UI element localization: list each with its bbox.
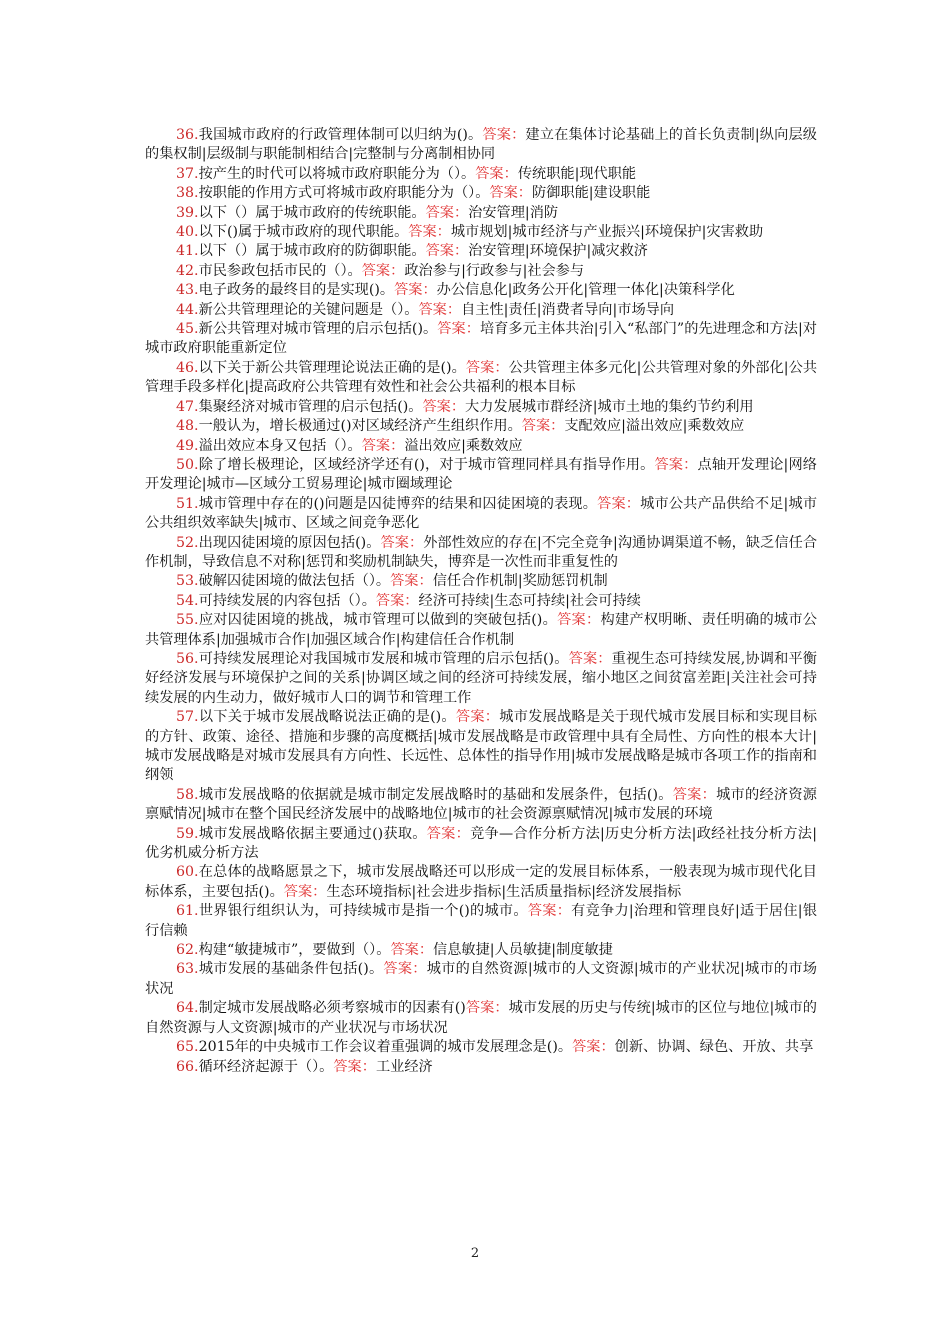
answer-label: 答案：	[408, 224, 451, 241]
question-item	[145, 456, 817, 495]
question-text: 在总体的战略愿景之下，城市发展战略还可以形成一定的发展目标体系，一般表现为城市现代化目标体系，主要包括()。	[145, 864, 817, 900]
question-text: 市民参政包括市民的（）。	[198, 262, 362, 279]
answer-label: 答案：	[418, 301, 462, 318]
answer-label: 答案：	[527, 903, 572, 920]
question-number: 53.	[176, 573, 199, 590]
question-item	[145, 204, 817, 223]
answer-text: 自主性|责任|消费者导向|市场导向	[461, 301, 675, 318]
answer-label: 答案：	[380, 534, 424, 551]
question-item	[145, 262, 817, 281]
answer-label: 答案：	[475, 165, 518, 182]
question-text: 按职能的作用方式可将城市政府职能分为（）。	[198, 185, 490, 202]
question-item	[145, 184, 817, 203]
question-number: 52.	[176, 534, 199, 551]
question-text: 城市发展的基础条件包括()。	[198, 961, 384, 978]
question-number: 60.	[176, 864, 199, 881]
answer-text: 生态环境指标|社会进步指标|生活质量指标|经济发展指标	[326, 883, 682, 900]
question-item	[145, 417, 817, 436]
answer-text: 外部性效应的存在|不完全竞争|沟通协调渠道不畅，缺乏信任合作机制，导致信息不对称|惩罚和奖励机制缺失，博弈是一次性而非重复性的	[145, 534, 818, 570]
answer-text: 大力发展城市群经济|城市土地的集约节约利用	[465, 398, 754, 415]
question-number: 36.	[176, 127, 199, 143]
answer-label: 答案：	[283, 883, 327, 900]
question-text: 破解囚徒困境的做法包括（）。	[198, 573, 391, 590]
question-item	[145, 359, 817, 398]
answer-text: 创新、协调、绿色、开放、共享	[614, 1039, 814, 1056]
question-text: 城市发展战略的依据就是城市制定发展战略时的基础和发展条件，包括()。	[198, 786, 673, 803]
question-text: 应对囚徒困境的挑战，城市管理可以做到的突破包括()。	[198, 612, 558, 629]
answer-label: 答案：	[654, 456, 698, 473]
answer-label: 答案：	[455, 709, 500, 726]
question-text: 按产生的时代可以将城市政府职能分为（）。	[198, 165, 476, 182]
answer-label: 答案：	[361, 262, 405, 279]
question-item	[145, 398, 817, 417]
question-item	[145, 825, 817, 864]
question-text: 循环经济起源于（）。	[198, 1058, 334, 1075]
question-number: 50.	[176, 456, 199, 473]
question-number: 66.	[176, 1058, 199, 1075]
question-text: 除了增长极理论，区域经济学还有()，对于城市管理同样具有指导作用。	[198, 456, 655, 473]
question-number: 43.	[176, 282, 199, 299]
question-item	[145, 650, 817, 708]
question-item	[145, 1058, 817, 1077]
question-text: 城市管理中存在的()问题是囚徒博弈的结果和囚徒困境的表现。	[198, 495, 598, 512]
answer-text: 防御职能|建设职能	[532, 185, 651, 202]
answer-text: 治安管理|消防	[468, 204, 559, 221]
answer-text: 点轴开发理论|网络开发理论|城市—区域分工贸易理论|城市圈域理论	[145, 456, 817, 493]
question-number: 40.	[176, 224, 199, 241]
question-text: 可持续发展理论对我国城市发展和城市管理的启示包括()。	[198, 650, 569, 667]
answer-text: 建立在集体讨论基础上的首长负责制|纵向层级的集权制|层级制与职能制相结合|完整制与分离制相协同	[145, 127, 817, 163]
question-text: 以下（）属于城市政府的防御职能。	[198, 243, 426, 260]
answer-label: 答案：	[426, 825, 471, 842]
question-number: 44.	[176, 301, 199, 318]
question-text: 构建“敏捷城市”，要做到（）。	[198, 942, 391, 959]
question-item	[145, 960, 817, 999]
question-number: 55.	[176, 612, 199, 629]
question-number: 61.	[176, 903, 199, 920]
answer-label: 答案：	[390, 942, 434, 959]
question-text: 溢出效应本身又包括（）。	[198, 437, 362, 454]
question-item	[145, 126, 817, 165]
answer-text: 办公信息化|政务公开化|管理一体化|决策科学化	[436, 282, 735, 299]
answer-text: 有竞争力|治理和管理良好|适于居住|银行信赖	[145, 903, 818, 939]
answer-text: 培育多元主体共治|引入“私部门”的先进理念和方法|对城市政府职能重新定位	[145, 321, 817, 357]
question-number: 57.	[176, 709, 199, 726]
answer-label: 答案：	[375, 592, 419, 609]
question-list	[145, 126, 817, 1077]
question-number: 45.	[176, 321, 199, 338]
question-item	[145, 611, 817, 650]
question-number: 63.	[176, 961, 199, 978]
question-text: 我国城市政府的行政管理体制可以归纳为()。	[198, 127, 483, 143]
page-number: 2	[470, 1246, 480, 1261]
answer-text: 工业经济	[375, 1058, 433, 1075]
question-item	[145, 437, 817, 456]
answer-text: 城市的经济资源禀赋情况|城市在整个国民经济发展中的战略地位|城市的社会资源禀赋情况|城市发展的环境	[145, 786, 817, 823]
answer-label: 答案：	[521, 418, 565, 435]
answer-label: 答案：	[333, 1058, 376, 1075]
question-text: 出现囚徒困境的原因包括()。	[198, 534, 381, 551]
question-text: 电子政务的最终目的是实现()。	[198, 282, 395, 299]
question-item	[145, 999, 817, 1038]
question-number: 54.	[176, 592, 199, 609]
answer-label: 答案：	[390, 573, 433, 590]
question-item	[145, 242, 817, 261]
answer-label: 答案：	[465, 1000, 509, 1017]
answer-label: 答案：	[557, 612, 601, 629]
answer-label: 答案：	[394, 282, 437, 299]
question-text: 制定城市发展战略必须考察城市的因素有()	[198, 1000, 466, 1017]
answer-text: 信任合作机制|奖励惩罚机制	[432, 573, 608, 590]
answer-label: 答案：	[383, 961, 427, 978]
answer-label: 答案：	[465, 359, 509, 376]
question-number: 47.	[176, 398, 199, 415]
question-item	[145, 301, 817, 320]
answer-label: 答案：	[425, 243, 469, 260]
question-number: 37.	[176, 165, 199, 182]
answer-text: 城市发展的历史与传统|城市的区位与地位|城市的自然资源与人文资源|城市的产业状况与市场状况	[145, 1000, 817, 1036]
question-number: 48.	[176, 418, 199, 435]
answer-label: 答案：	[425, 204, 469, 221]
question-number: 38.	[176, 185, 199, 202]
question-item	[145, 902, 817, 941]
question-text: 可持续发展的内容包括（）。	[198, 592, 376, 609]
question-number: 56.	[176, 650, 199, 667]
answer-text: 溢出效应|乘数效应	[404, 437, 523, 454]
answer-text: 政治参与|行政参与|社会参与	[404, 262, 585, 279]
question-item	[145, 165, 817, 184]
answer-label: 答案：	[422, 398, 466, 415]
question-number: 59.	[176, 825, 199, 842]
question-item	[145, 592, 817, 611]
question-item	[145, 281, 817, 300]
answer-text: 公共管理主体多元化|公共管理对象的外部化|公共管理手段多样化|提高政府公共管理有效性和社会公共福利的根本目标	[145, 359, 818, 396]
question-text: 集聚经济对城市管理的启示包括()。	[198, 398, 423, 415]
answer-text: 城市规划|城市经济与产业振兴|环境保护|灾害救助	[450, 224, 764, 241]
question-number: 39.	[176, 204, 199, 221]
question-number: 62.	[176, 942, 199, 959]
answer-text: 传统职能|现代职能	[517, 165, 637, 182]
answer-label: 答案：	[489, 185, 532, 202]
question-text: 以下关于城市发展战略说法正确的是()。	[198, 709, 456, 726]
question-number: 49.	[176, 437, 199, 454]
question-text: 新公共管理理论的关键问题是（）。	[198, 301, 419, 318]
answer-text: 信息敏捷|人员敏捷|制度敏捷	[433, 942, 613, 959]
question-item	[145, 534, 817, 573]
answer-text: 经济可持续|生态可持续|社会可持续	[418, 592, 641, 609]
question-number: 46.	[176, 359, 199, 376]
question-item	[145, 223, 817, 242]
question-number: 41.	[176, 243, 199, 260]
question-number: 42.	[176, 262, 199, 279]
question-item	[145, 1038, 817, 1057]
answer-text: 城市的自然资源|城市的人文资源|城市的产业状况|城市的市场状况	[145, 961, 817, 997]
question-item	[145, 572, 817, 591]
answer-label: 答案：	[597, 495, 641, 512]
answer-label: 答案：	[672, 786, 717, 803]
answer-label: 答案：	[437, 321, 480, 338]
question-text: 以下()属于城市政府的现代职能。	[198, 224, 409, 241]
answer-text: 构建产权明晰、责任明确的城市公共管理体系|加强城市合作|加强区域合作|构建信任合作机制	[145, 612, 817, 648]
answer-text: 城市公共产品供给不足|城市公共组织效率缺失|城市、区域之间竞争恶化	[145, 495, 818, 532]
answer-label: 答案：	[482, 127, 526, 143]
question-text: 新公共管理对城市管理的启示包括()。	[198, 321, 438, 338]
question-item	[145, 786, 817, 825]
question-text: 2015年的中央城市工作会议着重强调的城市发展理念是()。	[198, 1039, 573, 1056]
question-item	[145, 320, 817, 359]
question-item	[145, 941, 817, 960]
question-item	[145, 863, 817, 902]
question-number: 58.	[176, 786, 199, 803]
question-text: 以下（）属于城市政府的传统职能。	[198, 204, 426, 221]
question-text: 城市发展战略依据主要通过()获取。	[198, 825, 427, 842]
answer-text: 重视生态可持续发展,协调和平衡好经济发展与环境保护之间的关系|协调区域之间的经济可持续发展，缩小地区之间贫富差距|关注社会可持续发展的内生动力，做好城市人口的调节和管理工作	[145, 650, 817, 706]
question-number: 64.	[176, 1000, 199, 1017]
answer-label: 答案：	[361, 437, 405, 454]
question-text: 以下关于新公共管理理论说法正确的是()。	[198, 359, 466, 376]
answer-label: 答案：	[568, 650, 612, 667]
question-text: 一般认为，增长极通过()对区域经济产生组织作用。	[198, 418, 522, 435]
answer-text: 治安管理|环境保护|减灾救济	[468, 243, 648, 260]
answer-text: 支配效应|溢出效应|乘数效应	[564, 418, 745, 435]
answer-label: 答案：	[572, 1039, 615, 1056]
question-text: 世界银行组织认为，可持续城市是指一个()的城市。	[198, 903, 528, 920]
answer-text: 城市发展战略是关于现代城市发展目标和实现目标的方针、政策、途径、措施和步骤的高度概括|城市发展战略是市政管理中具有全局性、方向性的根本大计|城市发展战略是对城市发展具有方向性、长远性、总体性的指导作用|城市发展战略是城市各项工作的指南和纲领	[145, 709, 817, 784]
question-number: 65.	[176, 1039, 199, 1056]
question-number: 51.	[176, 495, 199, 512]
answer-text: 竞争—合作分析方法|历史分析方法|政经社技分析方法|优劣机威分析方法	[145, 825, 817, 862]
question-item	[145, 708, 817, 786]
question-item	[145, 495, 817, 534]
